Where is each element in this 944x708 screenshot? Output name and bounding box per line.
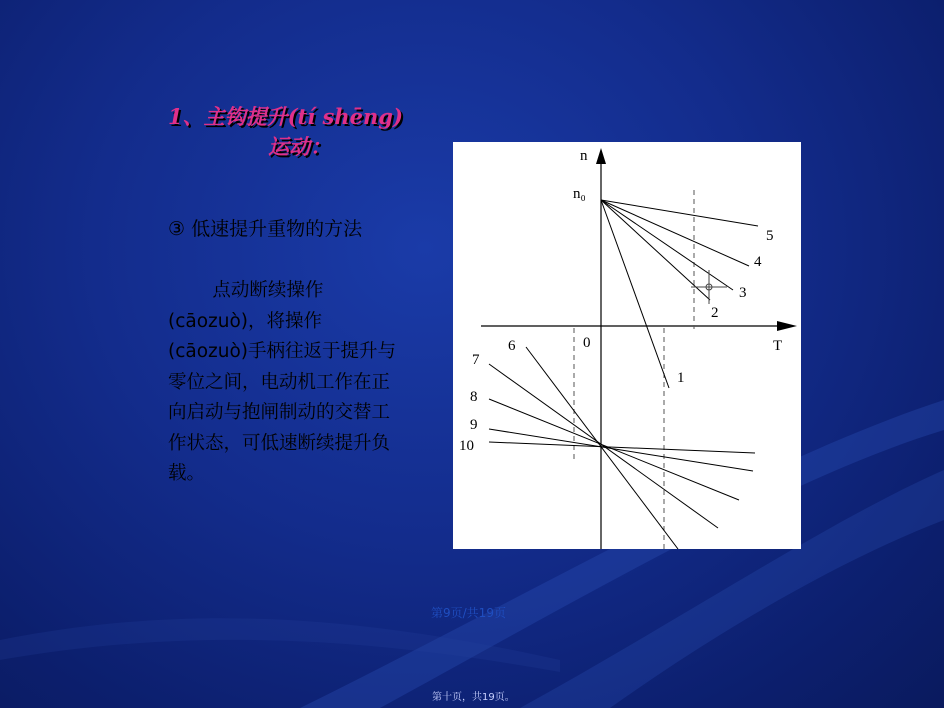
curve-label-5: 5 xyxy=(766,228,774,244)
curve-label-2: 2 xyxy=(711,305,719,321)
title-line-1: 1、主钩提升(tí shēng) xyxy=(168,104,403,129)
curve-label-8: 8 xyxy=(470,389,478,405)
curve-4 xyxy=(601,200,749,266)
curve-3 xyxy=(601,200,733,290)
curve-7 xyxy=(489,364,718,528)
axis-n-label: n xyxy=(580,148,588,164)
body-text-block xyxy=(168,276,398,490)
x-axis-arrow xyxy=(777,321,797,331)
page-footer: 第十页，共19页。 xyxy=(432,692,515,703)
curve-label-7: 7 xyxy=(472,352,480,368)
curve-1 xyxy=(601,200,669,388)
axis-t-label: T xyxy=(773,338,783,354)
curve-10 xyxy=(489,442,755,453)
page-indicator: 第9页/共19页 xyxy=(431,606,506,620)
curve-6 xyxy=(526,347,678,549)
curve-label-3: 3 xyxy=(739,285,747,301)
speed-torque-diagram xyxy=(453,142,801,549)
curve-label-1: 1 xyxy=(677,370,685,386)
curve-9 xyxy=(489,429,753,471)
n0-label: n₀ xyxy=(573,186,586,202)
title-line-2: 运动： xyxy=(268,134,331,159)
y-axis-arrow xyxy=(596,148,606,164)
origin-label: 0 xyxy=(583,335,591,351)
curve-label-6: 6 xyxy=(508,338,516,354)
curve-label-10: 10 xyxy=(459,438,474,454)
curve-label-9: 9 xyxy=(470,417,478,433)
method-subheading: ③ 低速提升重物的方法 xyxy=(168,218,363,240)
curve-8 xyxy=(489,399,739,500)
curve-label-4: 4 xyxy=(754,254,762,270)
slide-title xyxy=(168,102,468,162)
body-paragraph: 点动断续操作(cāozuò)，将操作(cāozuò)手柄往返于提升与零位之间，电动机工作在正向启动与抱闸制动的交替工作状态，可低速断续提升负载。 xyxy=(168,280,397,484)
